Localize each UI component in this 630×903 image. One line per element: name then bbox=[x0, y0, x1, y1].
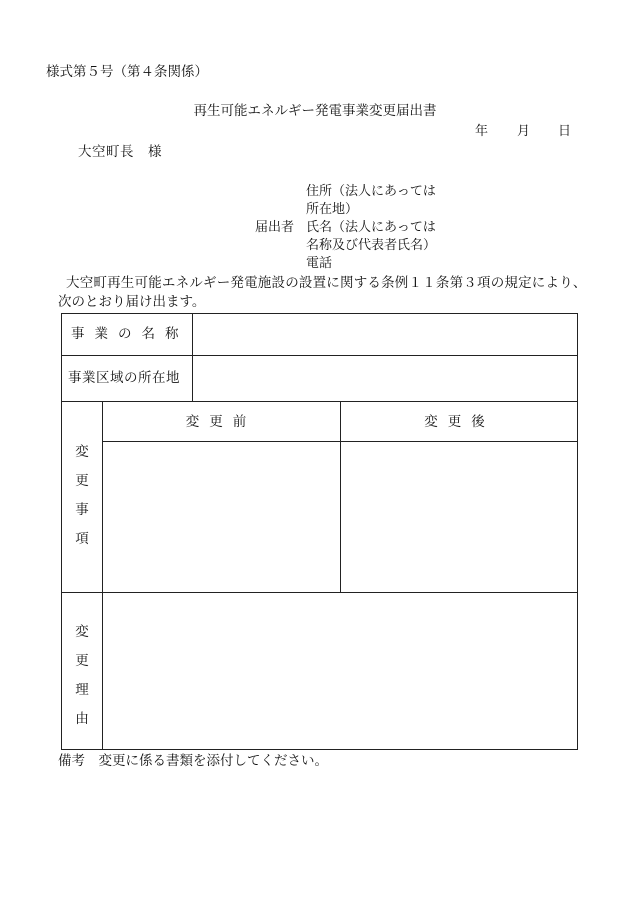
change-items-char: 更 bbox=[75, 473, 89, 489]
date-month-label: 月 bbox=[517, 124, 531, 139]
change-reason-field[interactable] bbox=[103, 593, 577, 749]
document-title: 再生可能エネルギー発電事業変更届出書 bbox=[193, 103, 437, 119]
address-label-line1: 住所（法人にあっては bbox=[306, 184, 436, 199]
before-change-field[interactable] bbox=[103, 442, 340, 592]
change-reason-char: 変 bbox=[75, 624, 89, 640]
address-label-line2: 所在地） bbox=[306, 202, 359, 217]
row-divider-area bbox=[62, 401, 577, 402]
name-label-line1: 氏名（法人にあっては bbox=[306, 220, 436, 235]
change-items-char: 変 bbox=[75, 444, 89, 460]
project-area-label: 事業区域の所在地 bbox=[68, 370, 180, 386]
form-number: 様式第５号（第４条関係） bbox=[46, 64, 208, 80]
after-change-field[interactable] bbox=[341, 442, 577, 592]
body-text-line1: 大空町再生可能エネルギー発電施設の設置に関する条例１１条第３項の規定により、 bbox=[66, 275, 587, 291]
phone-label: 電話 bbox=[306, 256, 333, 271]
project-name-field[interactable] bbox=[193, 314, 577, 355]
project-name-label: 事業の名称 bbox=[71, 326, 189, 342]
notice-table bbox=[61, 313, 578, 750]
name-label-line2: 名称及び代表者氏名） bbox=[306, 238, 437, 253]
change-items-label bbox=[62, 446, 102, 562]
change-items-char: 項 bbox=[75, 531, 89, 547]
applicant-label: 届出者 bbox=[255, 220, 295, 235]
addressee: 大空町長 様 bbox=[78, 144, 162, 160]
body-text-line2: 次のとおり届け出ます。 bbox=[58, 294, 206, 310]
date-day-label: 日 bbox=[558, 124, 572, 139]
project-area-field[interactable] bbox=[193, 356, 577, 401]
change-items-char: 事 bbox=[75, 502, 89, 518]
before-change-header: 変更前 bbox=[185, 414, 257, 430]
change-reason-char: 更 bbox=[75, 653, 89, 669]
date-year-label: 年 bbox=[475, 124, 489, 139]
change-reason-char: 理 bbox=[75, 682, 89, 698]
remarks-note: 備考 変更に係る書類を添付してください。 bbox=[58, 753, 328, 769]
change-reason-char: 由 bbox=[75, 711, 89, 727]
change-reason-label bbox=[62, 626, 102, 742]
after-change-header: 変更後 bbox=[424, 414, 495, 430]
